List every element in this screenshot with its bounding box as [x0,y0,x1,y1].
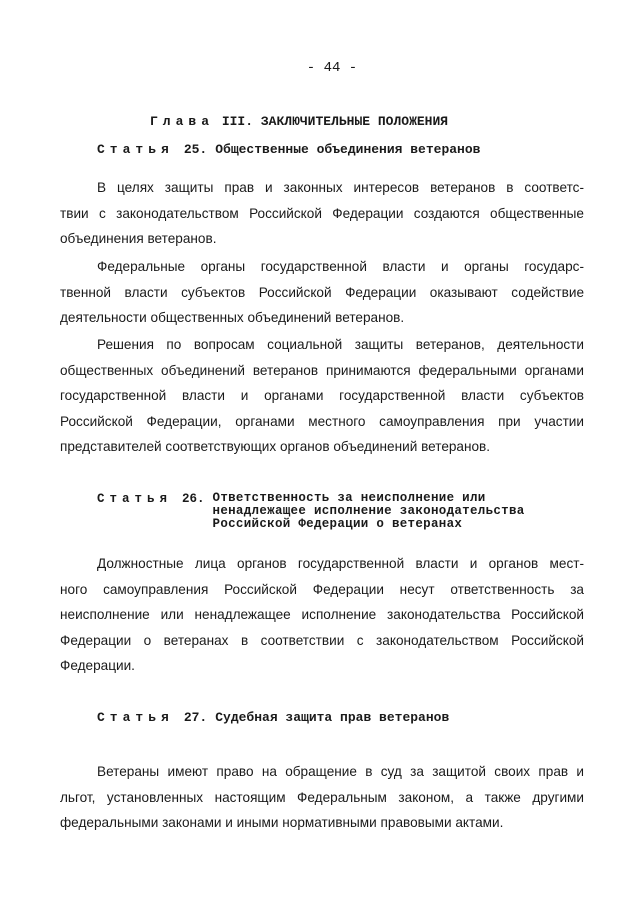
text-line: льгот, установленных настоящим Федеральным законом, а также другими [60,789,584,805]
text-line: Федерации о ветеранах в соответствии с законодательством Российской [60,632,584,648]
text-line: государственной власти и органами государственной власти субъектов [60,388,584,403]
article-title: Общественные объединения ветеранов [215,142,481,157]
text-line: В целях защиты прав и законных интересов ветеранов в соответс- [97,180,584,195]
article-27-paragraph-1 [60,759,584,836]
text-line: представителей соответствующих органов объединений ветеранов. [60,439,491,454]
article-25-heading [97,143,480,156]
chapter-numeral: III. [221,114,254,129]
article-number: 26. [182,492,205,506]
article-25-paragraph-1 [60,175,584,252]
text-line: неисполнение или ненадлежащее исполнение законодательства Российской [60,607,584,622]
text-line: твенной власти субъектов Российской Федерации оказывают содействие [60,284,584,300]
article-title: Судебная защита прав ветеранов [215,710,450,725]
article-26-paragraph-1 [60,551,584,679]
article-word: Статья [97,492,173,506]
article-26-heading [97,492,525,531]
article-title-line: Ответственность за неисполнение или [212,491,486,505]
chapter-heading [150,114,448,129]
text-line: Должностные лица органов государственной власти и органов мест- [97,556,584,571]
article-word: Статья [97,142,174,157]
text-line: общественных объединений ветеранов принимаются федеральными органами [60,362,584,378]
chapter-word: Глава [150,114,215,129]
article-title [213,492,525,531]
page-number: - 44 - [306,60,358,76]
article-25-paragraph-3 [60,332,584,460]
text-line: федеральными законами и иными нормативными правовыми актами. [60,815,504,830]
article-25-paragraph-2 [60,254,584,331]
article-title-line: Российской Федерации о ветеранах [212,517,463,531]
article-word: Статья [97,710,174,725]
text-line: Ветераны имеют право на обращение в суд за защитой своих прав и [97,764,584,779]
text-line: ного самоуправления Российской Федерации несут ответственность за [60,581,584,597]
text-line: Российской Федерации, органами местного самоуправления при участии [60,413,584,429]
text-line: Федеральные органы государственной власти и органы государс- [97,259,584,274]
article-number: 27. [183,710,208,725]
text-line: Решения по вопросам социальной защиты ветеранов, деятельности [97,337,584,352]
article-title-line: ненадлежащее исполнение законодательства [212,504,525,518]
article-number: 25. [183,142,208,157]
text-line: Федерации. [60,658,135,673]
text-line: объединения ветеранов. [60,231,217,246]
article-27-heading [97,711,449,724]
text-line: твии с законодательством Российской Федерации создаются общественные [60,205,584,221]
chapter-title: ЗАКЛЮЧИТЕЛЬНЫЕ ПОЛОЖЕНИЯ [260,114,449,129]
text-line: деятельности общественных объединений ветеранов. [60,310,405,325]
